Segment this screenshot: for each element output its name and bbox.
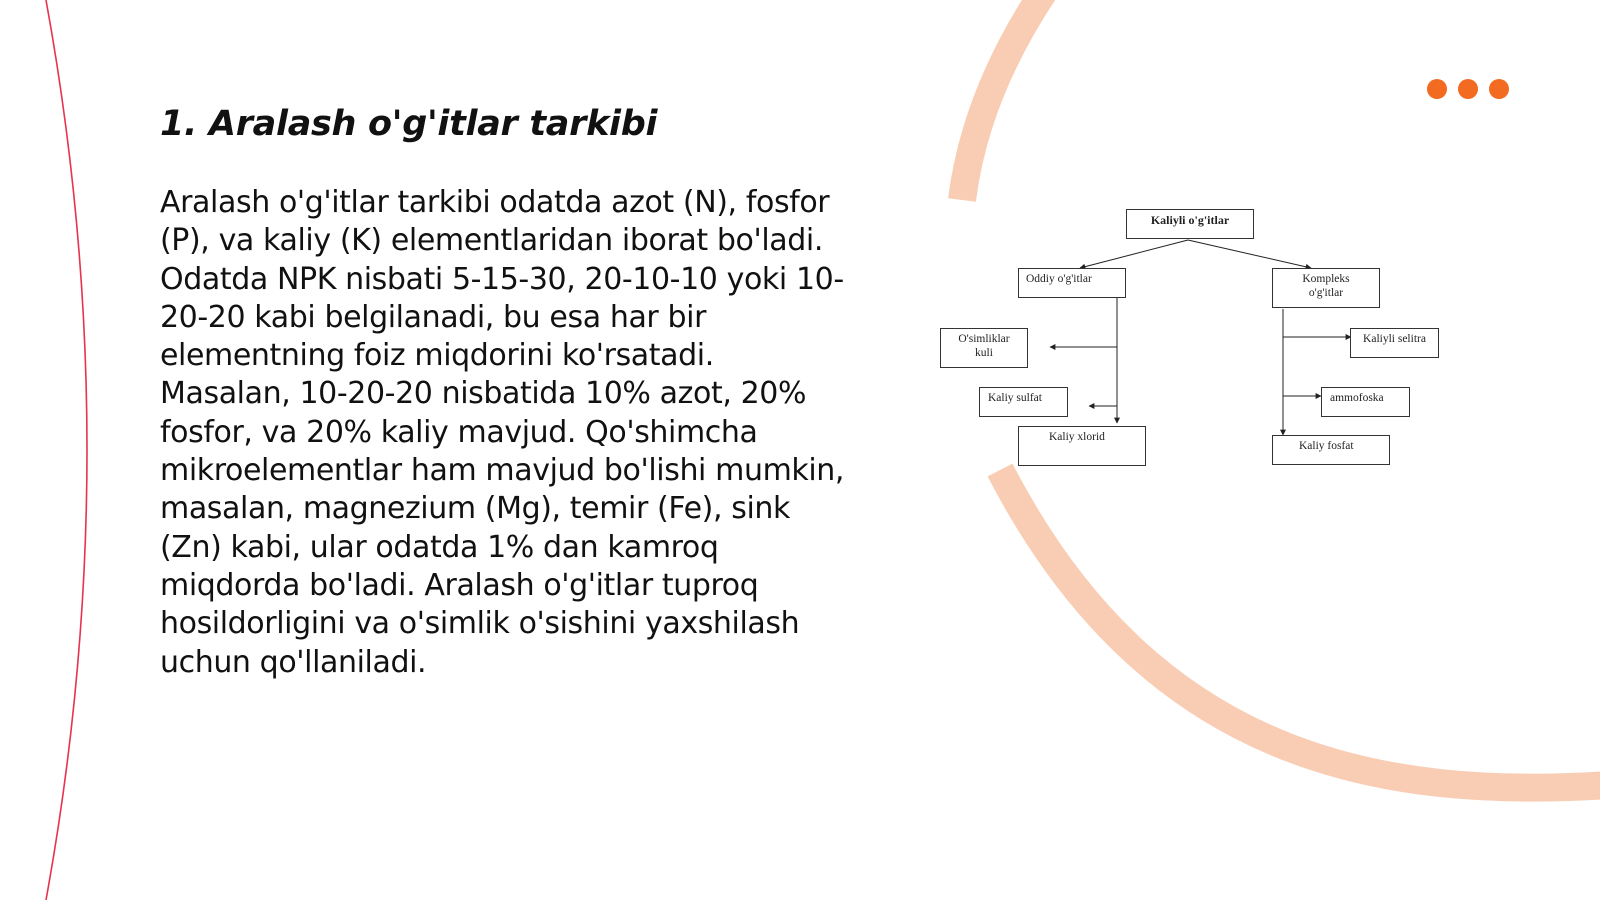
peach-arc-bottom	[1000, 470, 1600, 788]
dot-icon	[1489, 79, 1509, 99]
fertilizer-diagram	[940, 200, 1480, 480]
node-root: Kaliyli o'g'itlar	[1126, 209, 1254, 239]
node-right-branch: Kompleks o'g'itlar	[1272, 268, 1380, 308]
connector-root-left	[1080, 240, 1188, 268]
node-left-branch: Oddiy o'g'itlar	[1018, 268, 1126, 298]
node-left-child: O'simliklar kuli	[940, 328, 1028, 368]
node-left-child: Kaliy xlorid	[1018, 426, 1146, 466]
node-right-child: Kaliyli selitra	[1350, 328, 1439, 358]
peach-arc-top	[962, 0, 1045, 200]
connector-root-right	[1188, 240, 1311, 268]
slide-body-text: Aralash o'g'itlar tarkibi odatda azot (N), fosfor (P), va kaliy (K) elementlaridan iborat bo'ladi. Odatda NPK nisbati 5-15-30, 20-10-10 yoki 10-20-20 kabi belgilanadi, bu esa har bir elementning foiz miqdorini ko'rsatadi. Masalan, 10-20-20 nisbatida 10% azot, 20% fosfor, va 20% kaliy mavjud. Qo'shimcha mikroelementlar ham mavjud bo'lishi mumkin, masalan, magnezium (Mg), temir (Fe), sink (Zn) kabi, ular odatda 1% dan kamroq miqdorda bo'ladi. Aralash o'g'itlar tuproq hosildorligini va o'simlik o'sishini yaxshilash uchun qo'llaniladi.	[160, 185, 845, 680]
dot-icon	[1458, 79, 1478, 99]
node-right-child: ammofoska	[1321, 387, 1410, 417]
dot-icon	[1427, 79, 1447, 99]
menu-dots	[1427, 79, 1509, 99]
slide-title: 1. Aralash o'g'itlar tarkibi	[160, 104, 658, 144]
left-accent-line	[46, 0, 87, 900]
node-left-child: Kaliy sulfat	[979, 387, 1068, 417]
node-right-child: Kaliy fosfat	[1272, 435, 1390, 465]
